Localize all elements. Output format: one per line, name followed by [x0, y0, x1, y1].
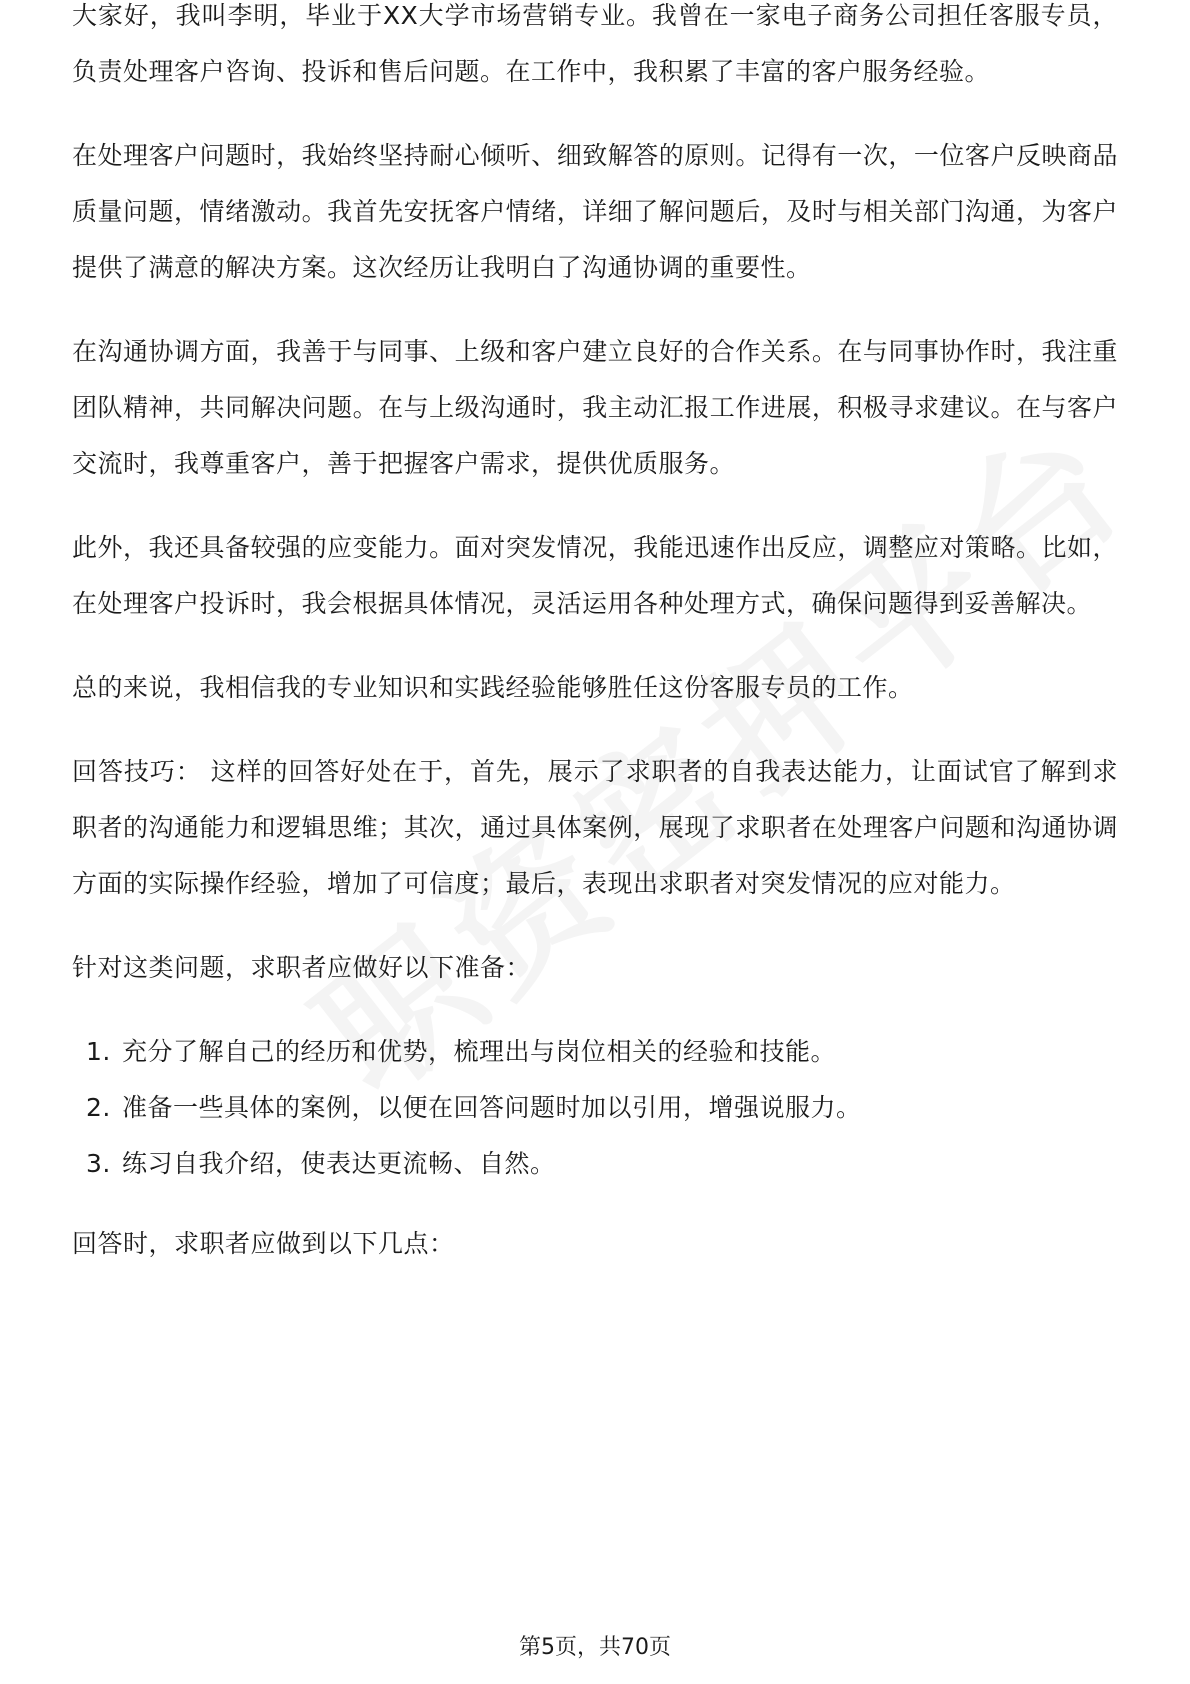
- paragraph-preparation-intro: 针对这类问题，求职者应做好以下准备：: [72, 953, 532, 982]
- paragraph-adaptability: 此外，我还具备较强的应变能力。面对突发情况，我能迅速作出反应，调整应对策略。比如，在处理客户投诉时，我会根据具体情况，灵活运用各种处理方式，确保问题得到妥善解决。: [72, 533, 1118, 618]
- list-item-text: 练习自我介绍，使表达更流畅、自然。: [122, 1149, 556, 1178]
- paragraph-summary: 总的来说，我相信我的专业知识和实践经验能够胜任这份客服专员的工作。: [72, 673, 914, 702]
- paragraph-intro: 大家好，我叫李明，毕业于XX大学市场营销专业。我曾在一家电子商务公司担任客服专员，负责处理客户咨询、投诉和售后问题。在工作中，我积累了丰富的客户服务经验。: [72, 1, 1118, 86]
- list-item-number: 2.: [86, 1093, 111, 1122]
- list-item-text: 准备一些具体的案例，以便在回答问题时加以引用，增强说服力。: [122, 1093, 862, 1122]
- list-item-number: 1.: [86, 1037, 111, 1066]
- list-item-number: 3.: [86, 1149, 111, 1178]
- preparation-list: [72, 1024, 1118, 1192]
- page-number-footer: 第5页，共70页: [519, 1635, 671, 1660]
- list-item: [72, 1080, 1118, 1136]
- list-item: [72, 1024, 1118, 1080]
- list-item-text: 充分了解自己的经历和优势，梳理出与岗位相关的经验和技能。: [122, 1037, 837, 1066]
- paragraph-answer-tips: 回答技巧： 这样的回答好处在于，首先，展示了求职者的自我表达能力，让面试官了解到求职者的沟通能力和逻辑思维；其次，通过具体案例，展现了求职者在处理客户问题和沟通协调方面的实际操作经验，增加了可信度；最后，表现出求职者对突发情况的应对能力。: [72, 757, 1118, 898]
- paragraph-closing: 回答时，求职者应做到以下几点：: [72, 1229, 455, 1258]
- list-item: [72, 1136, 1118, 1192]
- paragraph-handling-issues: 在处理客户问题时，我始终坚持耐心倾听、细致解答的原则。记得有一次，一位客户反映商品质量问题，情绪激动。我首先安抚客户情绪，详细了解问题后，及时与相关部门沟通，为客户提供了满意的解决方案。这次经历让我明白了沟通协调的重要性。: [72, 141, 1118, 282]
- document-body: [72, 1, 1118, 1300]
- paragraph-communication: 在沟通协调方面，我善于与同事、上级和客户建立良好的合作关系。在与同事协作时，我注重团队精神，共同解决问题。在与上级沟通时，我主动汇报工作进展，积极寻求建议。在与客户交流时，我尊重客户，善于把握客户需求，提供优质服务。: [72, 337, 1118, 478]
